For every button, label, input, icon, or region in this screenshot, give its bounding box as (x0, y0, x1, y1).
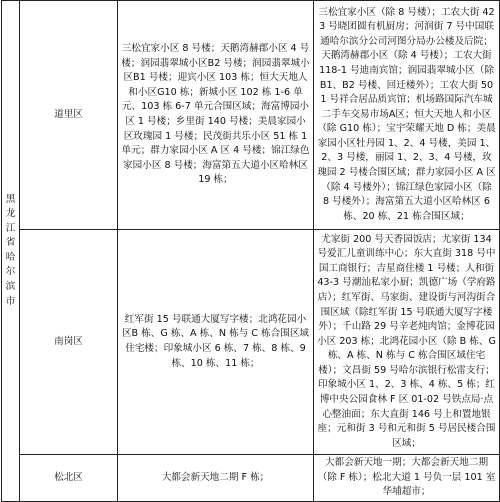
district-cell: 松北区 (20, 455, 118, 502)
table-row (2, 230, 500, 455)
table-row (2, 1, 500, 230)
city-cell: 黑龙江省哈尔滨市 (2, 1, 20, 502)
district-cell: 南岗区 (20, 230, 118, 455)
table-row (2, 455, 500, 502)
medium-risk-cell: 大都会新天地一期；大都会新天地二期（除 F 栋）；松北大道 1 号负一层 101 室华埔超市； (314, 455, 500, 502)
high-risk-cell: 三松宜家小区 8 号楼；天鹅湾赫郡小区 4 号楼；润园翡翠城小区B2 号楼；润园翡翠城小区B1 号楼；迎宾小区 103 栋；恒大天地人和小区G10 栋；新城小区 102 栋 1-6 单元、103 栋 6-7 单元合围区域；海富博园小区 1 号楼；乡里街 140 号楼；美晨家园小区玫瑰园 1 号楼；民茂街共乐小区 51 栋 1 单元；群力家园小区 A 区 4 号楼；锦江绿色家园小区 8 号楼；海富第五大道小区哈林区 19 栋； (118, 1, 314, 230)
medium-risk-cell: 三松宜家小区（除 8 号楼）；工农大街 423 号晓团圆有机厨房；河润街 7 号中国联通哈尔滨分公司河图分局办公楼及后院；天鹅湾赫郡小区（除 4 号楼）；工农大街 118-1 号迪南宾馆；润园翡翠城小区（除 B1、B2 号楼、回迁楼外）；工农大街 501 号祥合居品质宾馆；机场路国际汽车城二手车交易市场A区；恒大天地人和小区（除 G10 栋）；宝宇荣耀天地 D 栋；美晨家园小区牡丹园 1、2、4 号楼，美园 1、2、3 号楼，丽园 1、2、3、4 号楼，玫瑰园 2 号楼合围区域；群力家园小区 A 区（除 4 号楼外）；锦江绿色家园小区（除 8 号楼外）；海富第五大道小区哈林区 6 栋、20 栋、21 栋合围区域； (314, 1, 500, 230)
risk-area-table (1, 0, 500, 502)
district-cell: 道里区 (20, 1, 118, 230)
medium-risk-cell: 尤家街 200 号天香园饭店；尤家街 134 号爱汇儿童训练中心；东大直街 318 号中国工商银行；吉星商住楼 1 号楼；人和街 43-3 号潮汕私家小厨；凯德广场（学府路店）；红军街、马家街、建设街与河沟街合围区域（除红军街 15 号联通大厦写字楼外）；千山路 29 号辛老炖肉馆；金博花园小区 203 栋；北鸿花园小区（除 B 栋、G 栋、A 栋、N 栋与 C 栋合围区域住宅楼）；文昌街 59 号哈尔滨银行松雷支行；印象城小区 1、2、3 栋、4 栋、5 栋；红博中央公园食林 F 区 01-02 号铁点局·点心整油面；东大直街 146 号上和置地银座；元和街 3 号和元和街 5 号居民楼合围区域； (314, 230, 500, 455)
high-risk-cell: 红军街 15 号联通大厦写字楼；北鸿花园小区B 栋、G 栋、A 栋、N 栋与 C 栋合围区域住宅楼；印象城小区 6 栋、7 栋、8 栋、9 栋、10 栋、11 栋； (118, 230, 314, 455)
high-risk-cell: 大都会新天地二期 F 栋； (118, 455, 314, 502)
